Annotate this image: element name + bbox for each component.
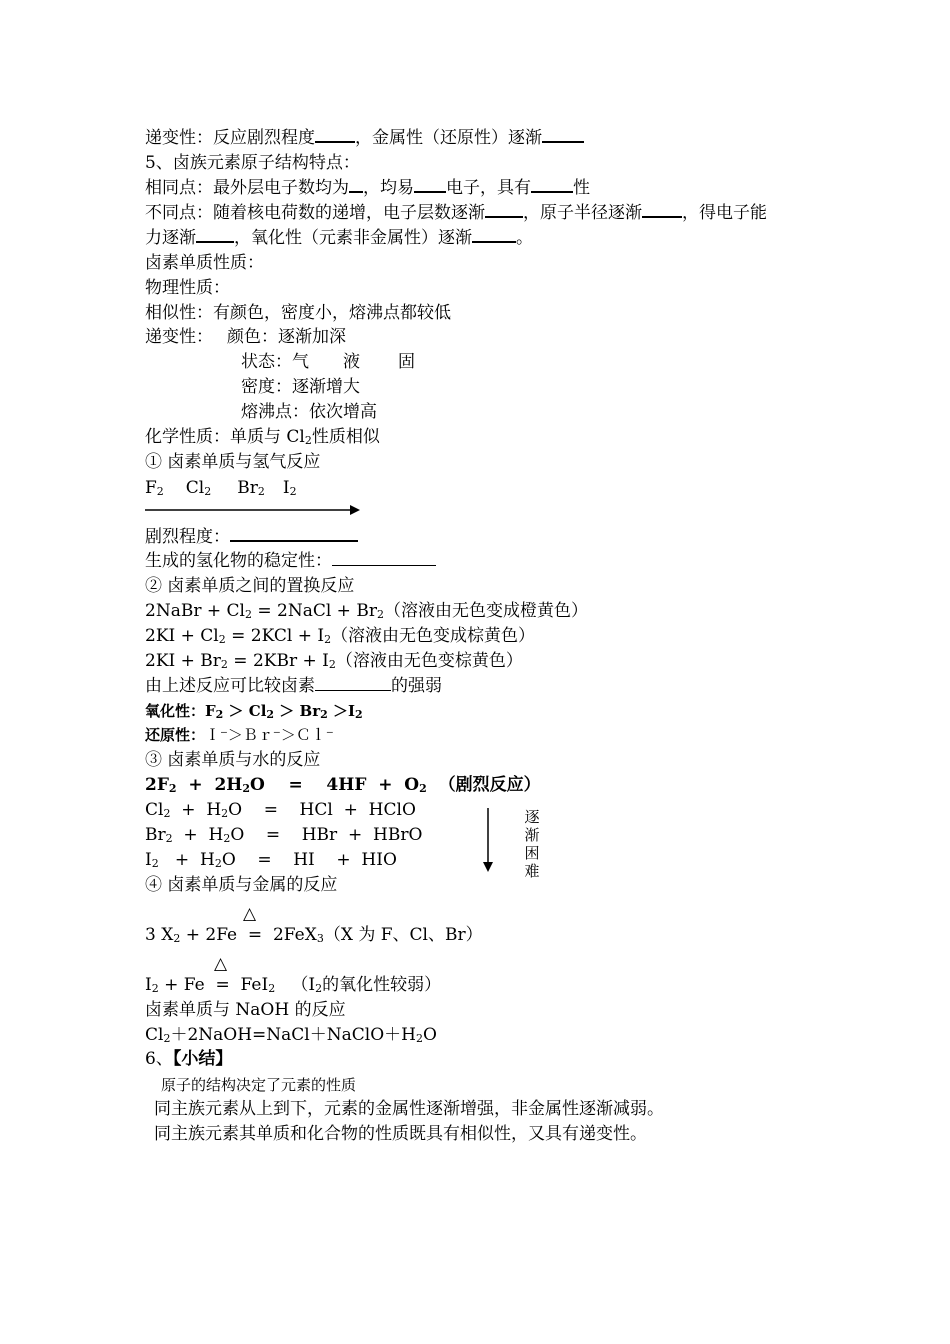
text-line xyxy=(145,127,584,149)
text: 电子，具有 xyxy=(446,178,531,198)
equation xyxy=(145,600,588,622)
section-heading: 5、卤族元素原子结构特点： xyxy=(145,153,360,173)
summary-line: 同主族元素其单质和化合物的性质既具有相似性，又具有递变性。 xyxy=(154,1124,647,1144)
text-line xyxy=(241,351,415,373)
blank xyxy=(642,202,682,218)
text: ，得电子能 xyxy=(682,203,767,223)
blank xyxy=(414,177,446,193)
text: 【小结】 xyxy=(172,1049,233,1069)
blank xyxy=(485,202,523,218)
text-line xyxy=(145,550,436,572)
subscript: 2 xyxy=(355,708,363,721)
subscript: 2 xyxy=(168,782,177,795)
halogen-sequence xyxy=(145,477,297,499)
text: 不同点：随着核电荷数的递增，电子层数逐渐 xyxy=(145,203,485,223)
label: 氧化性： xyxy=(145,702,206,720)
text: （剧烈反应） xyxy=(426,775,541,795)
text-line: 物理性质： xyxy=(145,278,230,298)
text-line xyxy=(145,526,358,548)
text: ，金属性（还原性）逐渐 xyxy=(355,128,542,148)
text: （溶液由无色变成棕黄色） xyxy=(331,626,536,646)
text: ＞ xyxy=(223,702,249,720)
subscript: 2 xyxy=(419,782,427,795)
subscript: 2 xyxy=(268,982,276,995)
text: F xyxy=(145,478,157,498)
text-line: ④ 卤素单质与金属的反应 xyxy=(145,875,338,895)
subscript: 2 xyxy=(223,832,231,845)
text: O = 4HF + O xyxy=(250,775,420,795)
reducing-order xyxy=(145,724,334,746)
text: 。 xyxy=(516,228,533,248)
text: 力逐渐 xyxy=(145,228,196,248)
text: （溶液由无色变棕黄色） xyxy=(335,651,523,671)
right-arrow-icon xyxy=(144,503,362,517)
subscript: 2 xyxy=(151,857,159,870)
text-line: 熔沸点：依次增高 xyxy=(241,402,377,422)
subscript: 2 xyxy=(328,658,336,671)
subscript: 2 xyxy=(324,633,332,646)
text-line xyxy=(145,675,442,697)
blank xyxy=(315,127,355,143)
subscript: 2 xyxy=(304,434,312,447)
blank xyxy=(315,676,391,691)
char: 渐 xyxy=(524,826,540,844)
text: 相同点：最外层电子数均为 xyxy=(145,178,349,198)
text: 的氧化性较弱） xyxy=(322,975,442,995)
text: 颜色：逐渐加深 xyxy=(227,327,346,347)
blank xyxy=(472,227,516,243)
blank xyxy=(196,227,234,243)
text-line xyxy=(145,227,533,249)
subscript: 2 xyxy=(320,708,328,721)
text: Br xyxy=(237,478,258,498)
text: 6、 xyxy=(145,1049,173,1069)
heat-triangle-icon: △ xyxy=(243,904,257,924)
text: 化学性质：单质与 Cl xyxy=(145,427,305,447)
text: I xyxy=(282,478,290,498)
text: 生成的氢化物的稳定性： xyxy=(145,551,332,571)
text: I xyxy=(145,850,152,870)
blank xyxy=(531,177,573,193)
text-line xyxy=(145,177,590,199)
text: （X 为 F、Cl、Br） xyxy=(323,925,483,945)
equation xyxy=(145,974,441,996)
subscript: 2 xyxy=(220,658,228,671)
vertical-label xyxy=(523,808,541,880)
text: ，均易 xyxy=(363,178,414,198)
text: ，原子半径逐渐 xyxy=(523,203,642,223)
equation xyxy=(145,625,535,647)
text: 2KI + Br xyxy=(145,651,221,671)
equation xyxy=(145,1024,437,1046)
equation xyxy=(145,799,416,821)
text: 状态：气 xyxy=(241,352,309,372)
text: ，氧化性（元素非金属性）逐渐 xyxy=(234,228,472,248)
text: 递变性：反应剧烈程度 xyxy=(145,128,315,148)
text: 性 xyxy=(573,178,590,198)
equation xyxy=(145,849,397,871)
text: ＞ xyxy=(274,702,300,720)
text: 2KI + Cl xyxy=(145,626,219,646)
subscript: 2 xyxy=(289,485,297,498)
text: 2F xyxy=(145,775,169,795)
heat-triangle-icon: △ xyxy=(214,954,228,974)
text: O xyxy=(422,1025,437,1045)
subscript: 2 xyxy=(244,608,252,621)
text-line: 卤素单质性质： xyxy=(145,253,264,273)
text: ＋2NaOH=NaCl＋NaClO＋H xyxy=(170,1025,416,1045)
subscript: 2 xyxy=(376,608,384,621)
text: + 2Fe = 2FeX xyxy=(180,925,317,945)
summary-line: 原子的结构决定了元素的性质 xyxy=(161,1076,357,1094)
blank xyxy=(332,551,436,566)
text: O = HCl + HClO xyxy=(228,800,416,820)
equation xyxy=(145,924,483,946)
text: = 2NaCl + Br xyxy=(251,601,377,621)
subscript: 2 xyxy=(214,857,222,870)
text-line xyxy=(145,202,767,224)
text: O = HI + HIO xyxy=(221,850,397,870)
blank xyxy=(542,127,584,143)
text: + 2H xyxy=(176,775,243,795)
subscript: 2 xyxy=(315,982,323,995)
text: I xyxy=(145,975,152,995)
subscript: 2 xyxy=(218,633,226,646)
down-arrow-icon xyxy=(481,808,495,874)
text: 剧烈程度： xyxy=(145,527,230,547)
equation xyxy=(145,650,523,672)
text: Cl xyxy=(185,478,205,498)
text-line: 相似性：有颜色，密度小，熔沸点都较低 xyxy=(145,303,451,323)
char: 难 xyxy=(524,862,540,880)
text: Cl xyxy=(145,800,164,820)
text: Cl xyxy=(248,702,267,720)
subscript: 2 xyxy=(156,485,164,498)
text-line: 卤素单质与 NaOH 的反应 xyxy=(145,1000,346,1020)
char: 逐 xyxy=(524,808,540,826)
text: = 2KCl + I xyxy=(225,626,325,646)
subscript: 2 xyxy=(221,807,229,820)
subscript: 3 xyxy=(316,932,324,945)
equation xyxy=(145,824,422,846)
section-heading xyxy=(145,1048,232,1070)
blank xyxy=(230,526,358,542)
subscript: 2 xyxy=(242,782,251,795)
text: 固 xyxy=(398,352,415,372)
char: 困 xyxy=(524,844,540,862)
subscript: 2 xyxy=(215,708,224,721)
subscript: 2 xyxy=(266,708,275,721)
subscript: 2 xyxy=(204,485,212,498)
label: 还原性： xyxy=(145,726,206,744)
text: + Fe = FeI xyxy=(158,975,269,995)
blank xyxy=(349,177,363,193)
text: ＞ xyxy=(327,702,349,720)
text: = 2KBr + I xyxy=(227,651,329,671)
text: + H xyxy=(158,850,215,870)
subscript: 2 xyxy=(165,832,173,845)
text-line xyxy=(145,326,346,348)
summary-line: 同主族元素从上到下，元素的金属性逐渐增强，非金属性逐渐减弱。 xyxy=(154,1099,664,1119)
text-line: ① 卤素单质与氢气反应 xyxy=(145,452,321,472)
text: O = HBr + HBrO xyxy=(230,825,423,845)
text: 性质相似 xyxy=(311,427,380,447)
text: （溶液由无色变成橙黄色） xyxy=(383,601,588,621)
text: （I xyxy=(275,975,316,995)
text-line xyxy=(145,426,380,448)
text: Ｉ⁻＞Ｂｒ⁻＞Ｃｌ⁻ xyxy=(205,726,334,744)
text: Br xyxy=(299,702,321,720)
equation xyxy=(145,774,541,796)
subscript: 2 xyxy=(415,1032,423,1045)
subscript: 2 xyxy=(151,982,159,995)
text: F xyxy=(205,702,216,720)
text: 3 X xyxy=(145,925,174,945)
text: 的强弱 xyxy=(391,676,442,696)
text-line: ③ 卤素单质与水的反应 xyxy=(145,750,321,770)
text: + H xyxy=(172,825,224,845)
subscript: 2 xyxy=(173,932,181,945)
text: I xyxy=(348,702,356,720)
subscript: 2 xyxy=(163,1032,171,1045)
text: 由上述反应可比较卤素 xyxy=(145,676,315,696)
text: + H xyxy=(170,800,222,820)
text-line: 密度：逐渐增大 xyxy=(241,377,360,397)
text: Br xyxy=(145,825,166,845)
text: Cl xyxy=(145,1025,164,1045)
text: 2NaBr + Cl xyxy=(145,601,245,621)
subscript: 2 xyxy=(163,807,171,820)
text: 递变性： xyxy=(145,327,213,347)
subscript: 2 xyxy=(257,485,265,498)
text-line: ② 卤素单质之间的置换反应 xyxy=(145,576,355,596)
text: 液 xyxy=(343,352,360,372)
oxidizing-order xyxy=(145,700,363,722)
